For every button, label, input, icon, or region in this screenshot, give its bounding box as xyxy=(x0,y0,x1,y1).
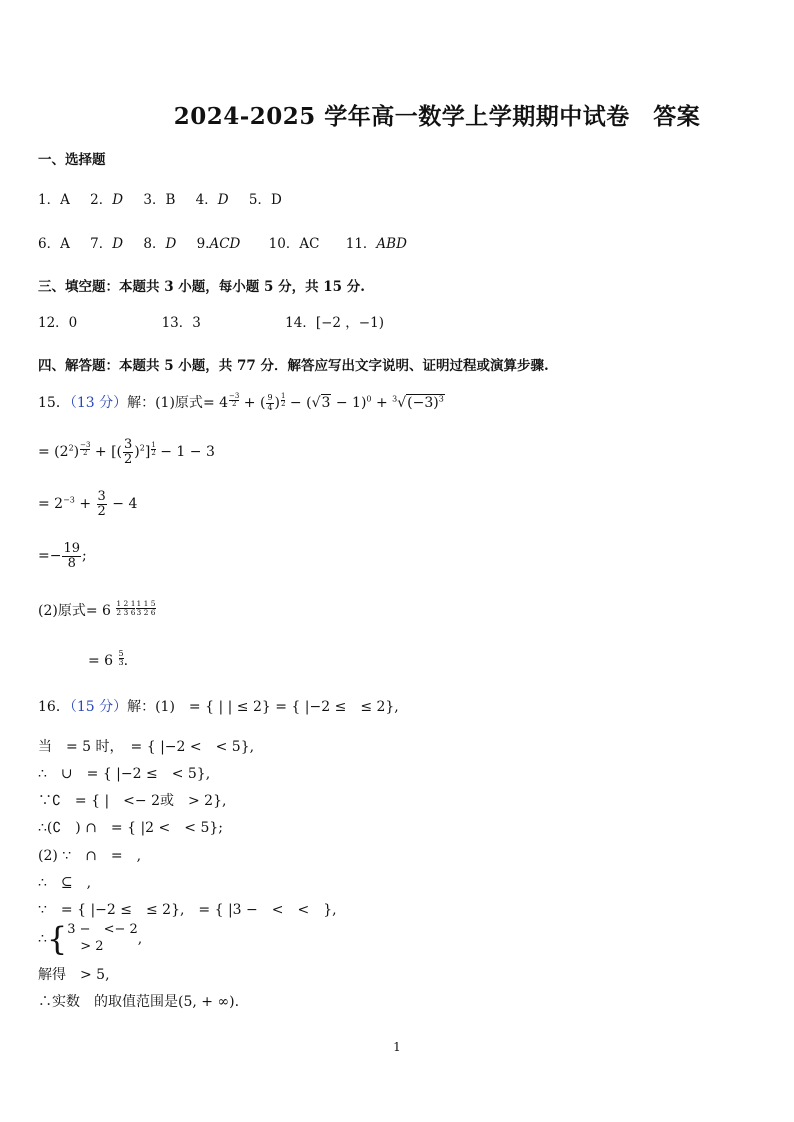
answer-1: 1．A xyxy=(38,192,70,208)
q16-line-3: ∴ ∪ = { |−2 ≤ < 5}, xyxy=(38,766,211,782)
q16-l1: 解：(1) = { | | ≤ 2} = { |−2 ≤ ≤ 2}, xyxy=(127,699,399,715)
section-solve-heading: 四、解答题：本题共 5 小题，共 77 分．解答应写出文字说明、证明过程或演算步骤. xyxy=(38,358,549,374)
q16-line-4: ∵∁ = { | <− 2或 > 2}, xyxy=(38,793,227,809)
q16-line-7: ∴ ⊆ , xyxy=(38,875,92,891)
q15-line-1: 15．（13 分）解：(1)原式= 4 $\frac{-3}{2}$ + ( $\frac{9}{4}$ ) $\frac{1}{2}$ − $(√3 - 1)^0 + ^3√(-3)^3$ xyxy=(38,392,444,412)
q16-sys-bot: > 2 xyxy=(67,938,104,954)
answer-9: ACD xyxy=(209,236,241,252)
q15-line-2: = $(2^2)$ $\frac{-3}{2}$ + [( $\frac{3}{2}$ )$^2$] $\frac{1}{2}$ − 1 − 3 xyxy=(38,437,215,467)
q15-line-6: = 6 $\frac{5}{3}$ . xyxy=(88,649,129,669)
answer-2: D xyxy=(112,192,124,208)
q15-label: 15． xyxy=(38,395,70,411)
q15-line-4: =− $\frac{19}{8}$ ; xyxy=(38,541,87,571)
answer-8-label: 8． xyxy=(143,236,166,252)
q16-line-8: ∵ = { |−2 ≤ ≤ 2}, = { |3 − < < }, xyxy=(38,902,337,918)
q15-score: （13 分） xyxy=(69,395,128,411)
q15-intro: 解：(1)原式 xyxy=(127,395,203,411)
answer-4-label: 4． xyxy=(195,192,218,208)
answer-11: ABD xyxy=(376,236,407,252)
answer-5: 5．D xyxy=(248,192,282,208)
page-number: 1 xyxy=(393,1040,401,1054)
answer-8: D xyxy=(165,236,177,252)
q16-line-6: (2) ∵ ∩ = , xyxy=(38,848,142,864)
answer-6: 6．A xyxy=(38,236,70,252)
answer-7: D xyxy=(112,236,124,252)
answer-4: D xyxy=(217,192,229,208)
answer-2-label: 2． xyxy=(90,192,113,208)
answer-11-label: 11． xyxy=(345,236,377,252)
q16-line-11: ∴实数 的取值范围是(5, + ∞). xyxy=(38,994,240,1010)
q16-label: 16． xyxy=(38,699,70,715)
answer-14: 14．[−2 ，−1) xyxy=(285,315,384,331)
section-choice-heading: 一、选择题 xyxy=(38,152,106,168)
answer-9-label: 9. xyxy=(196,236,210,252)
answer-13: 13．3 xyxy=(161,315,201,331)
q16-score: （15 分） xyxy=(69,699,128,715)
q16-line-1 xyxy=(38,696,399,716)
answer-3: 3．B xyxy=(143,192,176,208)
q16-line-10: 解得 > 5, xyxy=(38,967,110,983)
q15-step3: = 2 xyxy=(38,496,64,513)
q16-line-2: 当 = 5 时， = { |−2 < < 5}, xyxy=(38,739,255,755)
q15-step4: =− xyxy=(38,548,62,565)
page-title: 2024-2025 学年高一数学上学期期中试卷 答案 xyxy=(173,103,701,130)
answer-12: 12．0 xyxy=(38,315,78,331)
q15-line-3: = $2^{-3}$ + $\frac{3}{2}$ − 4 xyxy=(38,489,138,519)
fill-answers-row xyxy=(38,311,384,331)
q15-part2: (2)原式 xyxy=(38,603,86,619)
answer-7-label: 7． xyxy=(90,236,113,252)
q15-step2-tail: − 1 − 3 xyxy=(155,444,215,461)
q16-sys-top: 3 − <− 2 xyxy=(67,922,138,937)
section-fill-heading: 三、填空题：本题共 3 小题，每小题 5 分，共 15 分. xyxy=(38,279,365,295)
q15-line-5: (2)原式= 6 $\frac{1 2 1}{2 3 6}$ $\frac{1 1 5}{3 2 6}$ xyxy=(38,599,156,619)
mc-answers-row-2 xyxy=(38,232,407,252)
mc-answers-row-1 xyxy=(38,188,282,208)
q15-step3-tail: − 4 xyxy=(107,496,138,513)
answer-10: 10．AC xyxy=(268,236,320,252)
q15-eq6: = 6 xyxy=(88,653,114,669)
q16-line-9: ∴{ 3 − <− 2 > 2 , xyxy=(38,919,143,958)
q16-line-5: ∴(∁ ) ∩ = { |2 < < 5}; xyxy=(38,820,223,836)
